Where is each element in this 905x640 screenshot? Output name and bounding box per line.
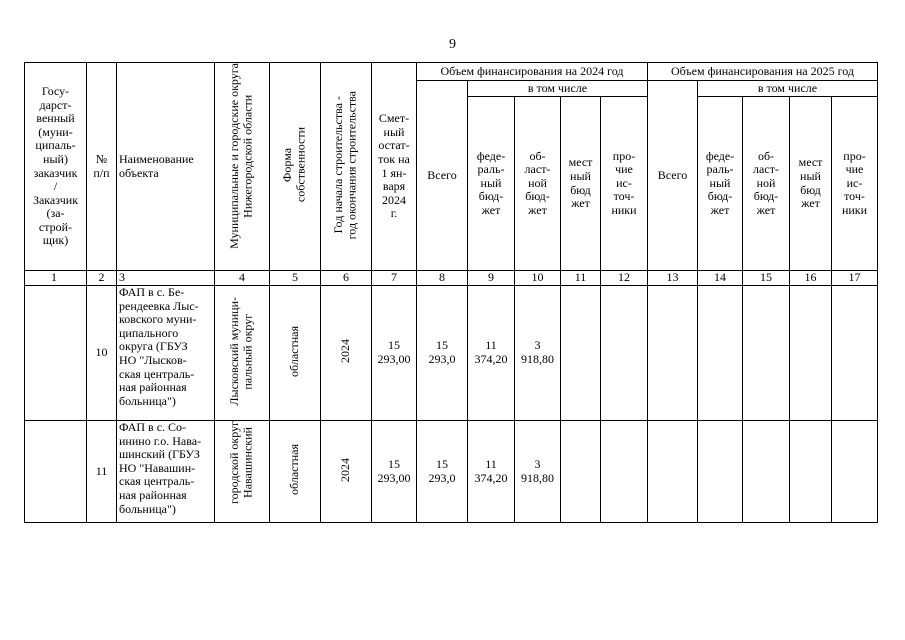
- header-other-2025: про- чие ис- точ- ники: [832, 97, 878, 271]
- regional-2024-cell: 3 918,80: [515, 286, 561, 421]
- local-2025-cell: [790, 286, 832, 421]
- header-row-1: [25, 63, 878, 81]
- number-cell: 10: [87, 286, 117, 421]
- header-fin-2025: Объем финансирования на 2025 год: [648, 63, 878, 81]
- financing-table: [24, 62, 878, 523]
- regional-2025-cell: [743, 286, 790, 421]
- total-2024-cell: 15 293,0: [417, 286, 468, 421]
- table-row: [25, 421, 878, 523]
- column-number: 12: [601, 271, 648, 286]
- page-number: 9: [449, 37, 456, 52]
- ownership-cell: областная: [270, 286, 321, 421]
- column-number-row: [25, 271, 878, 286]
- header-federal-2024: феде- раль- ный бюд- жет: [468, 97, 515, 271]
- header-years: Год начала строительства - год окончания строительства: [321, 63, 372, 271]
- header-federal-2025: феде- раль- ный бюд- жет: [698, 97, 743, 271]
- column-number: 15: [743, 271, 790, 286]
- column-number: 3: [117, 271, 215, 286]
- local-2025-cell: [790, 421, 832, 523]
- header-municipality: Муниципальные и городские округа Нижегородской области: [215, 63, 270, 271]
- header-fin-2024: Объем финансирования на 2024 год: [417, 63, 648, 81]
- header-ownership: Форма собственности: [270, 63, 321, 271]
- header-local-2024: мест ный бюд жет: [561, 97, 601, 271]
- column-number: 4: [215, 271, 270, 286]
- header-object-name: Наименование объекта: [117, 63, 215, 271]
- customer-cell: [25, 421, 87, 523]
- header-number: № п/п: [87, 63, 117, 271]
- header-total-2025: Всего: [648, 81, 698, 271]
- column-number: 1: [25, 271, 87, 286]
- ownership-cell: областная: [270, 421, 321, 523]
- municipality-cell: городской округ Навашинский: [215, 421, 270, 523]
- column-number: 2: [87, 271, 117, 286]
- header-local-2025: мест ный бюд жет: [790, 97, 832, 271]
- column-number: 8: [417, 271, 468, 286]
- regional-2025-cell: [743, 421, 790, 523]
- other-2025-cell: [832, 286, 878, 421]
- remainder-cell: 15 293,00: [372, 286, 417, 421]
- object-name-cell: ФАП в с. Бе- рендеевка Лыс- ковского муни- ципального округа (ГБУЗ НО "Лысков- ская централь- ная районная больница"): [117, 286, 215, 421]
- header-including-2024: в том числе: [468, 81, 648, 97]
- header-including-2025: в том числе: [698, 81, 878, 97]
- column-number: 17: [832, 271, 878, 286]
- column-number: 11: [561, 271, 601, 286]
- federal-2025-cell: [698, 421, 743, 523]
- years-cell: 2024: [321, 421, 372, 523]
- column-number: 10: [515, 271, 561, 286]
- years-cell: 2024: [321, 286, 372, 421]
- total-2024-cell: 15 293,0: [417, 421, 468, 523]
- table-row: [25, 286, 878, 421]
- federal-2024-cell: 11 374,20: [468, 286, 515, 421]
- header-regional-2025: об- ласт- ной бюд- жет: [743, 97, 790, 271]
- column-number: 13: [648, 271, 698, 286]
- other-2024-cell: [601, 421, 648, 523]
- column-number: 7: [372, 271, 417, 286]
- header-total-2024: Всего: [417, 81, 468, 271]
- column-number: 14: [698, 271, 743, 286]
- column-number: 9: [468, 271, 515, 286]
- other-2024-cell: [601, 286, 648, 421]
- federal-2025-cell: [698, 286, 743, 421]
- customer-cell: [25, 286, 87, 421]
- remainder-cell: 15 293,00: [372, 421, 417, 523]
- regional-2024-cell: 3 918,80: [515, 421, 561, 523]
- local-2024-cell: [561, 286, 601, 421]
- header-regional-2024: об- ласт- ной бюд- жет: [515, 97, 561, 271]
- object-name-cell: ФАП в с. Со- инино г.о. Нава- шинский (ГБУЗ НО "Навашин- ская централь- ная районная больница"): [117, 421, 215, 523]
- municipality-cell: Лысковский муници- пальный округ: [215, 286, 270, 421]
- total-2025-cell: [648, 286, 698, 421]
- number-cell: 11: [87, 421, 117, 523]
- other-2025-cell: [832, 421, 878, 523]
- header-customer: Госу- дарст- венный (муни- ципаль- ный) заказчик / Заказчик (за- строй- щик): [25, 63, 87, 271]
- column-number: 6: [321, 271, 372, 286]
- local-2024-cell: [561, 421, 601, 523]
- header-other-2024: про- чие ис- точ- ники: [601, 97, 648, 271]
- total-2025-cell: [648, 421, 698, 523]
- column-number: 5: [270, 271, 321, 286]
- federal-2024-cell: 11 374,20: [468, 421, 515, 523]
- header-remainder: Смет- ный остат- ток на 1 ян- варя 2024 г.: [372, 63, 417, 271]
- column-number: 16: [790, 271, 832, 286]
